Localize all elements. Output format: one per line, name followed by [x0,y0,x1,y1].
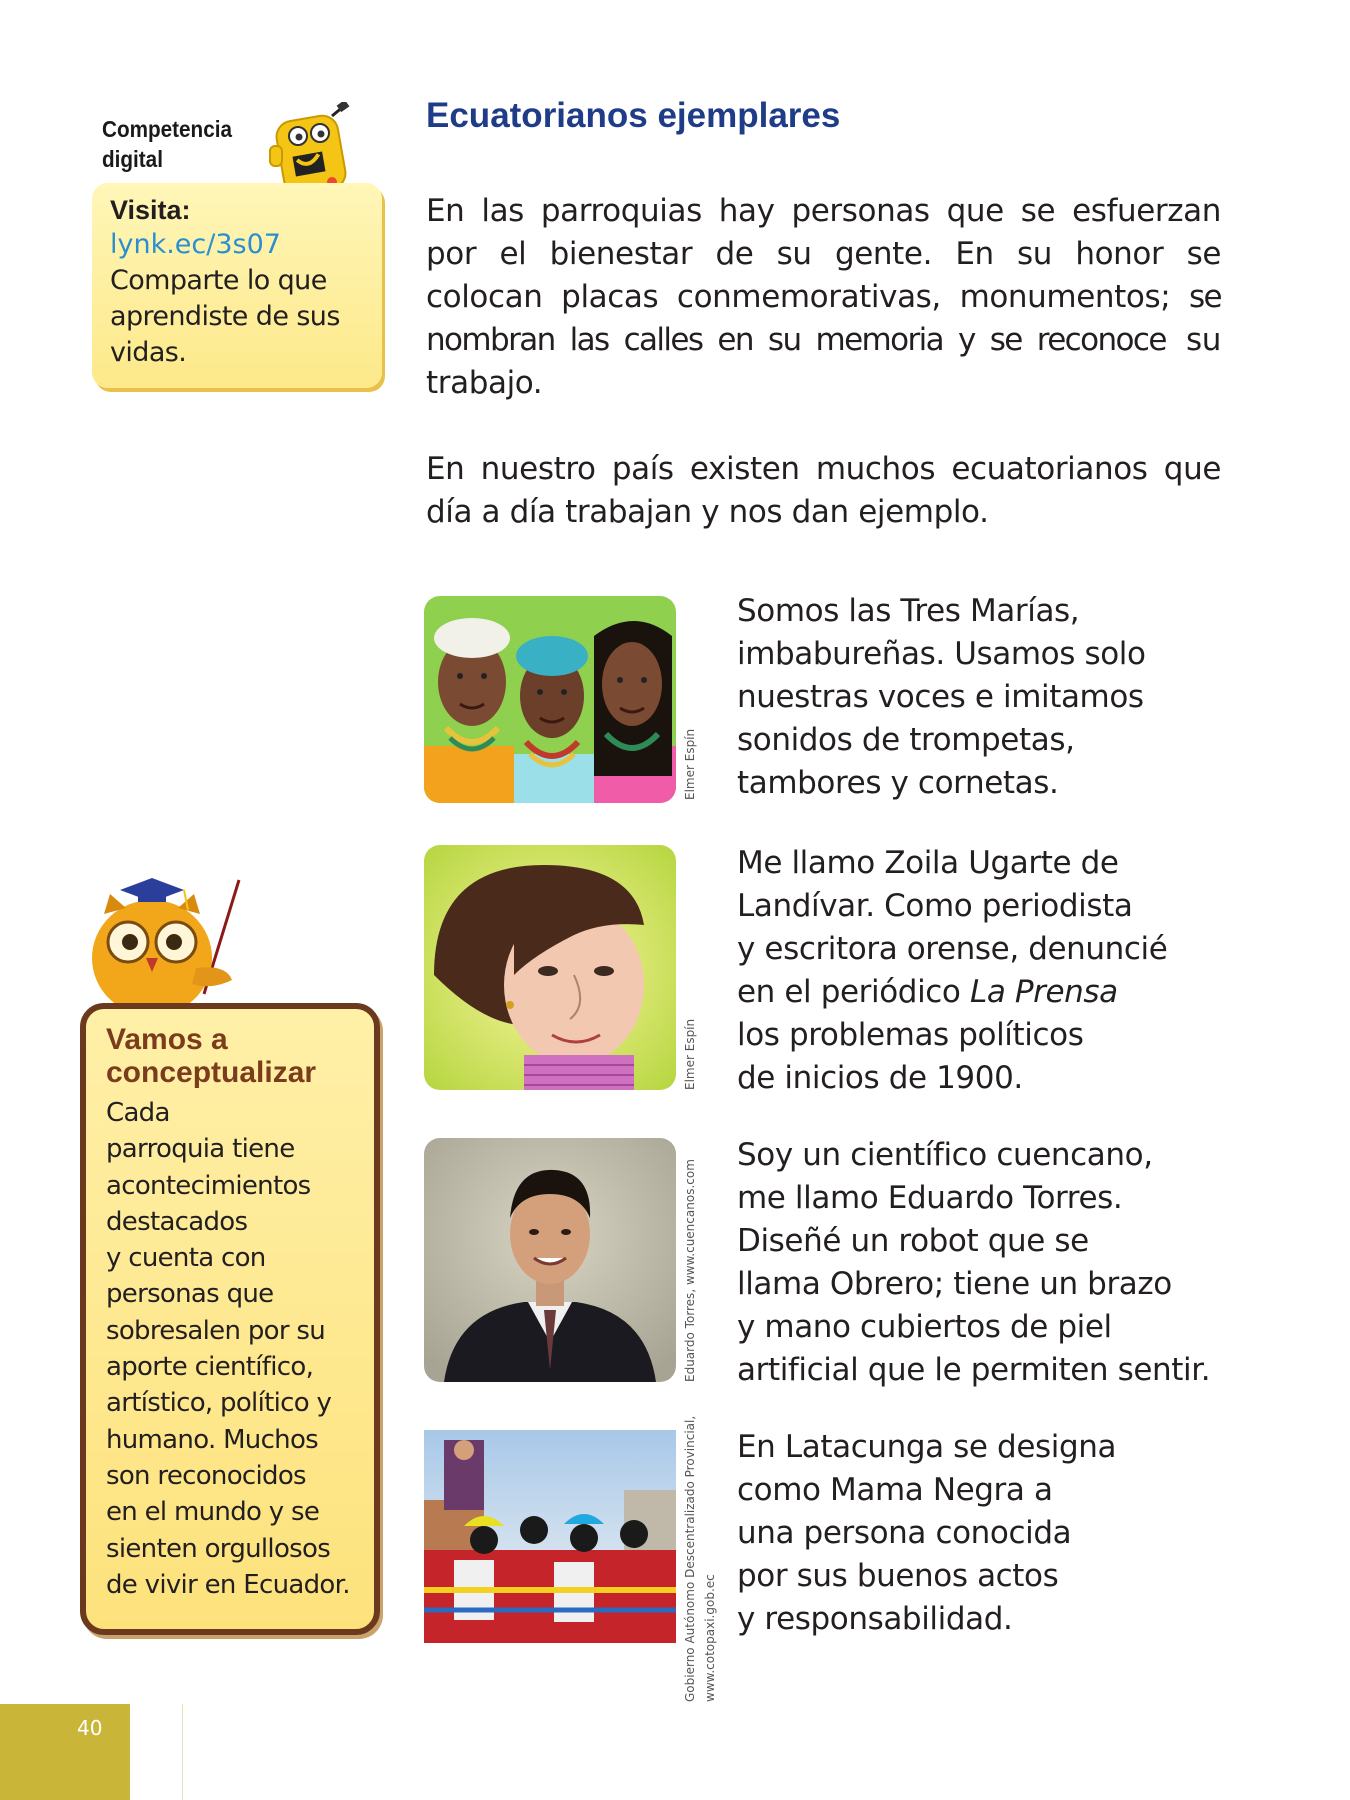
la-prensa-title: La Prensa [969,974,1118,1010]
conceptualizar-box [80,1003,380,1635]
image-credit: www.cotopaxi.gob.ec [703,1574,717,1702]
intro-paragraph-part1: En las parroquias hay personas que se esfuerzan por el bienestar de su gente. En su honor se colocan placas conmemorativas, monumentos; [426,193,1221,315]
visita-link[interactable]: lynk.ec/3s07 [110,229,281,260]
page-number: 40 [77,1716,103,1740]
zoila-text-before: Me llamo Zoila Ugarte de Landívar. Como periodista y escritora orense, denuncié en el periódico [737,845,1168,1010]
page-title: Ecuatorianos ejemplares [426,96,841,135]
zoila-ugarte-text [737,842,1237,1100]
visita-text: Comparte lo que aprendiste de sus vidas. [110,265,340,368]
image-credit: Gobierno Autónomo Descentralizado Provincial, [683,1415,697,1702]
eduardo-torres-photo [424,1138,676,1382]
owl-mascot-icon [84,876,254,1016]
second-paragraph: En nuestro país existen muchos ecuatorianos que día a día trabajan y nos dan ejemplo. [426,451,1221,530]
zoila-ugarte-illustration [424,845,676,1090]
tres-marias-illustration [424,596,676,803]
conceptualizar-title: Vamos a conceptualizar [106,1023,317,1089]
tres-marias-text: Somos las Tres Marías, imbabureñas. Usamos solo nuestras voces e imitamos sonidos de trompetas, tambores y cornetas. [737,593,1146,801]
intro-paragraph-part3: su trabajo. [426,322,1221,401]
visita-label: Visita: [110,195,191,225]
competencia-digital-box [92,183,382,388]
zoila-text-after: los problemas políticos de inicios de 1900. [737,1017,1084,1096]
eduardo-torres-text: Soy un científico cuencano, me llamo Eduardo Torres. Diseñé un robot que se llama Obrero; tiene un brazo y mano cubiertos de piel artificial que le permiten sentir. [737,1137,1211,1388]
mama-negra-photo [424,1430,676,1643]
competencia-digital-label: Competencia digital [102,116,232,172]
intro-paragraph [426,190,1221,405]
image-credit: Elmer Espín [683,728,697,800]
intro-paragraph-part2: se nombran las calles en su memoria y se reconoce [426,279,1221,358]
page-divider [182,1704,183,1800]
conceptualizar-text: Cada parroquia tiene acontecimientos destacados y cuenta con personas que sobresalen por su aporte científico, artístico, político y humano. Muchos son reconocidos en el mundo y se sienten orgullosos de vivir en Ecuador. [106,1098,350,1600]
page-number-strip [0,1704,130,1800]
image-credit: Eduardo Torres, www.cuencanos.com [683,1159,697,1382]
mama-negra-text: En Latacunga se designa como Mama Negra a una persona conocida por sus buenos actos y responsabilidad. [737,1429,1117,1637]
image-credit: Elmer Espín [683,1018,697,1090]
